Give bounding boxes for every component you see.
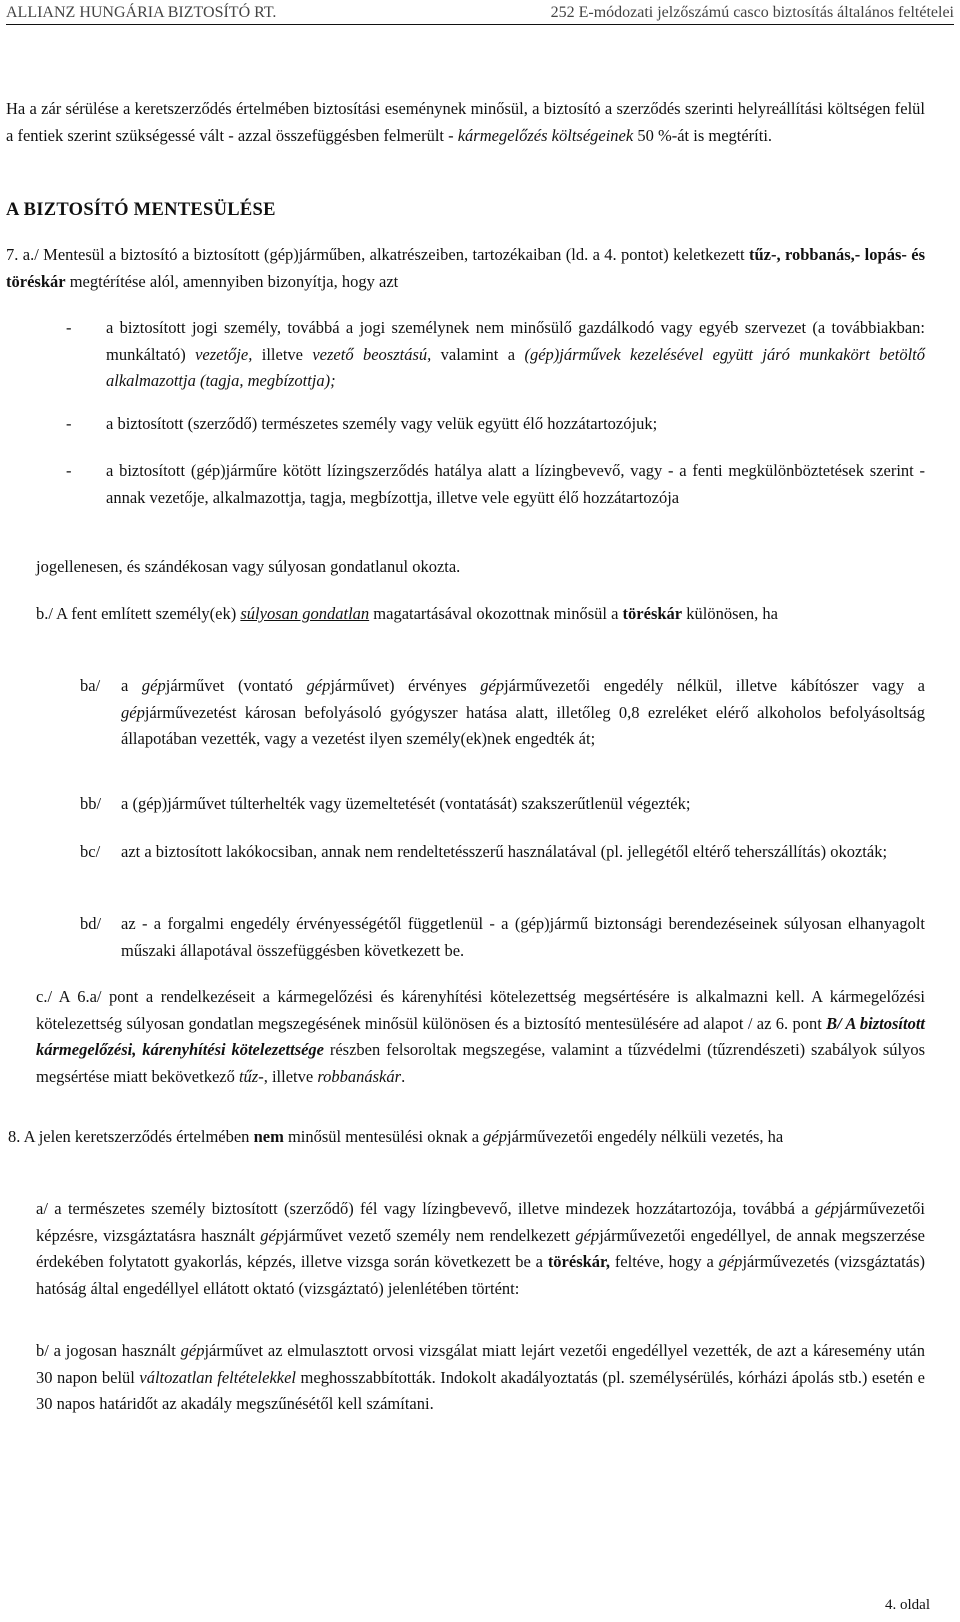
- s7b-text-3: magatartásával okozottnak minősül a: [369, 604, 623, 623]
- ba-italic-4: gép: [306, 676, 331, 695]
- bullet1-text-3: illetve: [252, 344, 313, 364]
- bullet1-text-5: valamint a: [431, 344, 525, 364]
- s7b-text-5: különösen, ha: [682, 604, 778, 623]
- intro-text-3: 50 %-át is megtéríti.: [633, 125, 773, 145]
- s7c-bold-italic: B/ A biztosított kármegelőzési, kárenyhítési kötelezettsége: [36, 1013, 926, 1059]
- s7c-text-5: , illetve: [263, 1066, 318, 1086]
- s7b-text-1: b./ A fent említett személy(ek): [36, 604, 241, 623]
- s8a-text-7: járművezetői engedéllyel, de annak megszerzése érdekében folytatott gyakorlás, képzés, illetve vizsga során következett be a: [36, 1225, 925, 1271]
- bullet1-text-1: a biztosított jogi személy, továbbá a jogi személynek nem minősülő gazdálkodó vagy egyéb szervezet (a továbbiakban: munkáltató): [106, 318, 925, 364]
- bullet1-italic-4: vezető beosztású,: [312, 344, 432, 364]
- ba-italic-6: gép: [480, 676, 505, 695]
- s7b-underlined: súlyosan gondatlan: [240, 604, 370, 623]
- section-7a: [6, 242, 925, 295]
- section-8a: [36, 1196, 925, 1302]
- ba-text-3: járművet (vontató: [165, 676, 307, 695]
- header-document-title: 252 E-módozati jelzőszámú casco biztosítás általános feltételei: [550, 4, 954, 21]
- bullet-dash-1: -: [66, 318, 72, 337]
- bullet-dash-3: -: [66, 461, 72, 480]
- s8a-italic-2: gép: [815, 1199, 839, 1218]
- s8b-text-1: b/ a jogosan használt: [36, 1341, 181, 1360]
- s8b-italic-4: változatlan feltételekkel: [139, 1367, 297, 1387]
- bullet-item-3: a biztosított (gép)járműre kötött lízingszerződés hatálya alatt a lízingbevevő, vagy - a fenti megkülönböztetések szerint - annak vezetője, alkalmazottja, tagja, megbízottja, illetve vele együtt élő hozzátartozója: [106, 461, 925, 507]
- intro-text-1: Ha a zár sérülése a keretszerződés értelmében biztosítási eseménynek minősül, a biztosító a szerződés szerinti helyreállítási költségen felül a fentiek szerint szükségessé vált - azzal összefüggésben felmerült -: [6, 99, 925, 145]
- s8a-italic-10: gép: [718, 1252, 743, 1271]
- s7c-text-3: részben felsoroltak megszegése, valamint a tűzvédelmi (tűzrendészeti) szabályok súlyos megsértése miatt bekövetkező: [36, 1040, 925, 1086]
- item-bd-label: bd/: [80, 914, 102, 933]
- item-bc-label: bc/: [80, 842, 101, 861]
- header-company: ALLIANZ HUNGÁRIA BIZTOSÍTÓ RT.: [6, 4, 277, 21]
- s8-bold: nem: [253, 1127, 284, 1146]
- intro-text-italic: kármegelőzés költségeinek: [457, 125, 634, 145]
- s8-text-1: 8. A jelen keretszerződés értelmében: [8, 1127, 254, 1146]
- bullet1-italic-2: vezetője,: [195, 344, 253, 364]
- s7c-text-7: .: [401, 1066, 406, 1086]
- section-7b: [36, 601, 925, 628]
- s8a-text-9: feltéve, hogy a: [610, 1252, 719, 1271]
- s8-text-3: minősül mentesülési oknak a: [283, 1127, 484, 1146]
- s8b-text-3: járművet az elmulasztott orvosi vizsgálat miatt lejárt vezetői engedéllyel vezették, de azt a káresemény után 30 napon belül: [36, 1341, 926, 1387]
- s7b-bold: töréskár: [622, 604, 683, 623]
- s8a-bold: töréskár,: [547, 1252, 610, 1271]
- ba-text-7: járművezetői engedély nélkül, illetve kábítószer vagy a: [504, 676, 926, 695]
- page-header: [6, 2, 954, 25]
- item-bd: az - a forgalmi engedély érvényességétől függetlenül - a (gép)jármű biztonsági berendezéseinek súlyosan elhanyagolt műszaki állapotával összefüggésben következett be.: [121, 914, 925, 960]
- conclusion-line: jogellenesen, és szándékosan vagy súlyosan gondatlanul okozta.: [36, 557, 461, 576]
- intro-paragraph: [6, 96, 925, 149]
- page-number: 4. oldal: [885, 1597, 930, 1613]
- s7a-text-3: megtérítése alól, amennyiben bizonyítja, hogy azt: [65, 271, 399, 291]
- s8b-italic-2: gép: [180, 1341, 205, 1360]
- s8a-italic-6: gép: [575, 1225, 600, 1245]
- ba-text-1: a: [121, 676, 142, 695]
- s8a-italic-4: gép: [260, 1225, 285, 1245]
- item-ba-label: ba/: [80, 676, 101, 695]
- item-bc: azt a biztosított lakókocsiban, annak nem rendeltetésszerű használatával (pl. jellegétől eltérő teherszállítás) okozták;: [121, 842, 888, 861]
- bullet-item-1: [106, 315, 925, 395]
- s8a-text-3: járművezetői képzésre, vizsgáztatásra használt: [36, 1199, 925, 1245]
- section-heading: A BIZTOSÍTÓ MENTESÜLÉSE: [6, 200, 276, 220]
- ba-italic-8: gép: [121, 702, 145, 722]
- s8-italic: gép: [483, 1127, 507, 1146]
- bullet-item-2: a biztosított (szerződő) természetes személy vagy velük együtt élő hozzátartozójuk;: [106, 414, 658, 433]
- section-8b: [36, 1338, 925, 1418]
- s8a-text-11: járművezetés (vizsgáztatás) hatóság által engedéllyel ellátott oktató (vizsgáztató) jelenlétében történt:: [36, 1252, 925, 1298]
- ba-text-5: járművet) érvényes: [330, 676, 481, 695]
- s7a-bold: tűz-, robbanás,- lopás- és töréskár: [6, 245, 925, 291]
- ba-text-9: járművezetést károsan befolyásoló gyógyszer hatása alatt, illetőleg 0,8 ezreléket elérő alkoholos befolyásoltság állapotában vezették, vagy a vezetést ilyen személy(ek)nek engedték át;: [121, 702, 925, 748]
- section-7c: [36, 984, 925, 1090]
- s8a-text-5: járművet vezető személy nem rendelkezett: [284, 1225, 576, 1245]
- s8b-text-5: meghosszabbították. Indokolt akadályoztatás (pl. személysérülés, kórházi ápolás stb.) esetén e 30 napos határidőt az akadály megszűnésétől kell számítani.: [36, 1367, 925, 1413]
- s7c-italic-6: robbanáskár: [317, 1066, 402, 1086]
- bullet1-italic-6: (gép)járművek kezelésével együtt járó munkakört betöltő alkalmazottja (tagja, megbízottja);: [106, 344, 926, 390]
- section-8: [8, 1124, 925, 1151]
- s8-text-5: járművezetői engedély nélküli vezetés, ha: [507, 1127, 784, 1146]
- item-bb: a (gép)járművet túlterhelték vagy üzemeltetését (vontatását) szakszerűtlenül végezték;: [121, 794, 691, 813]
- item-bb-label: bb/: [80, 794, 102, 813]
- s7c-italic-4: tűz-: [238, 1066, 264, 1086]
- s7a-text-1: 7. a./ Mentesül a biztosító a biztosított (gép)járműben, alkatrészeiben, tartozékaiban (ld. a 4. pontot) keletkezett: [6, 245, 749, 264]
- bullet-dash-2: -: [66, 414, 72, 433]
- s8a-text-1: a/ a természetes személy biztosított (szerződő) fél vagy lízingbevevő, illetve mindezek hozzátartozója, továbbá a: [36, 1199, 816, 1218]
- item-ba: [121, 673, 925, 753]
- s7c-text-1: c./ A 6.a/ pont a rendelkezéseit a kármegelőzési és kárenyhítési kötelezettség megsértésére is alkalmazni kell. A kármegelőzési kötelezettség súlyosan gondatlan megszegésének minősül különösen és a biztosító mentesülésére ad alapot / az 6. pont: [36, 987, 925, 1033]
- ba-italic-2: gép: [141, 676, 166, 695]
